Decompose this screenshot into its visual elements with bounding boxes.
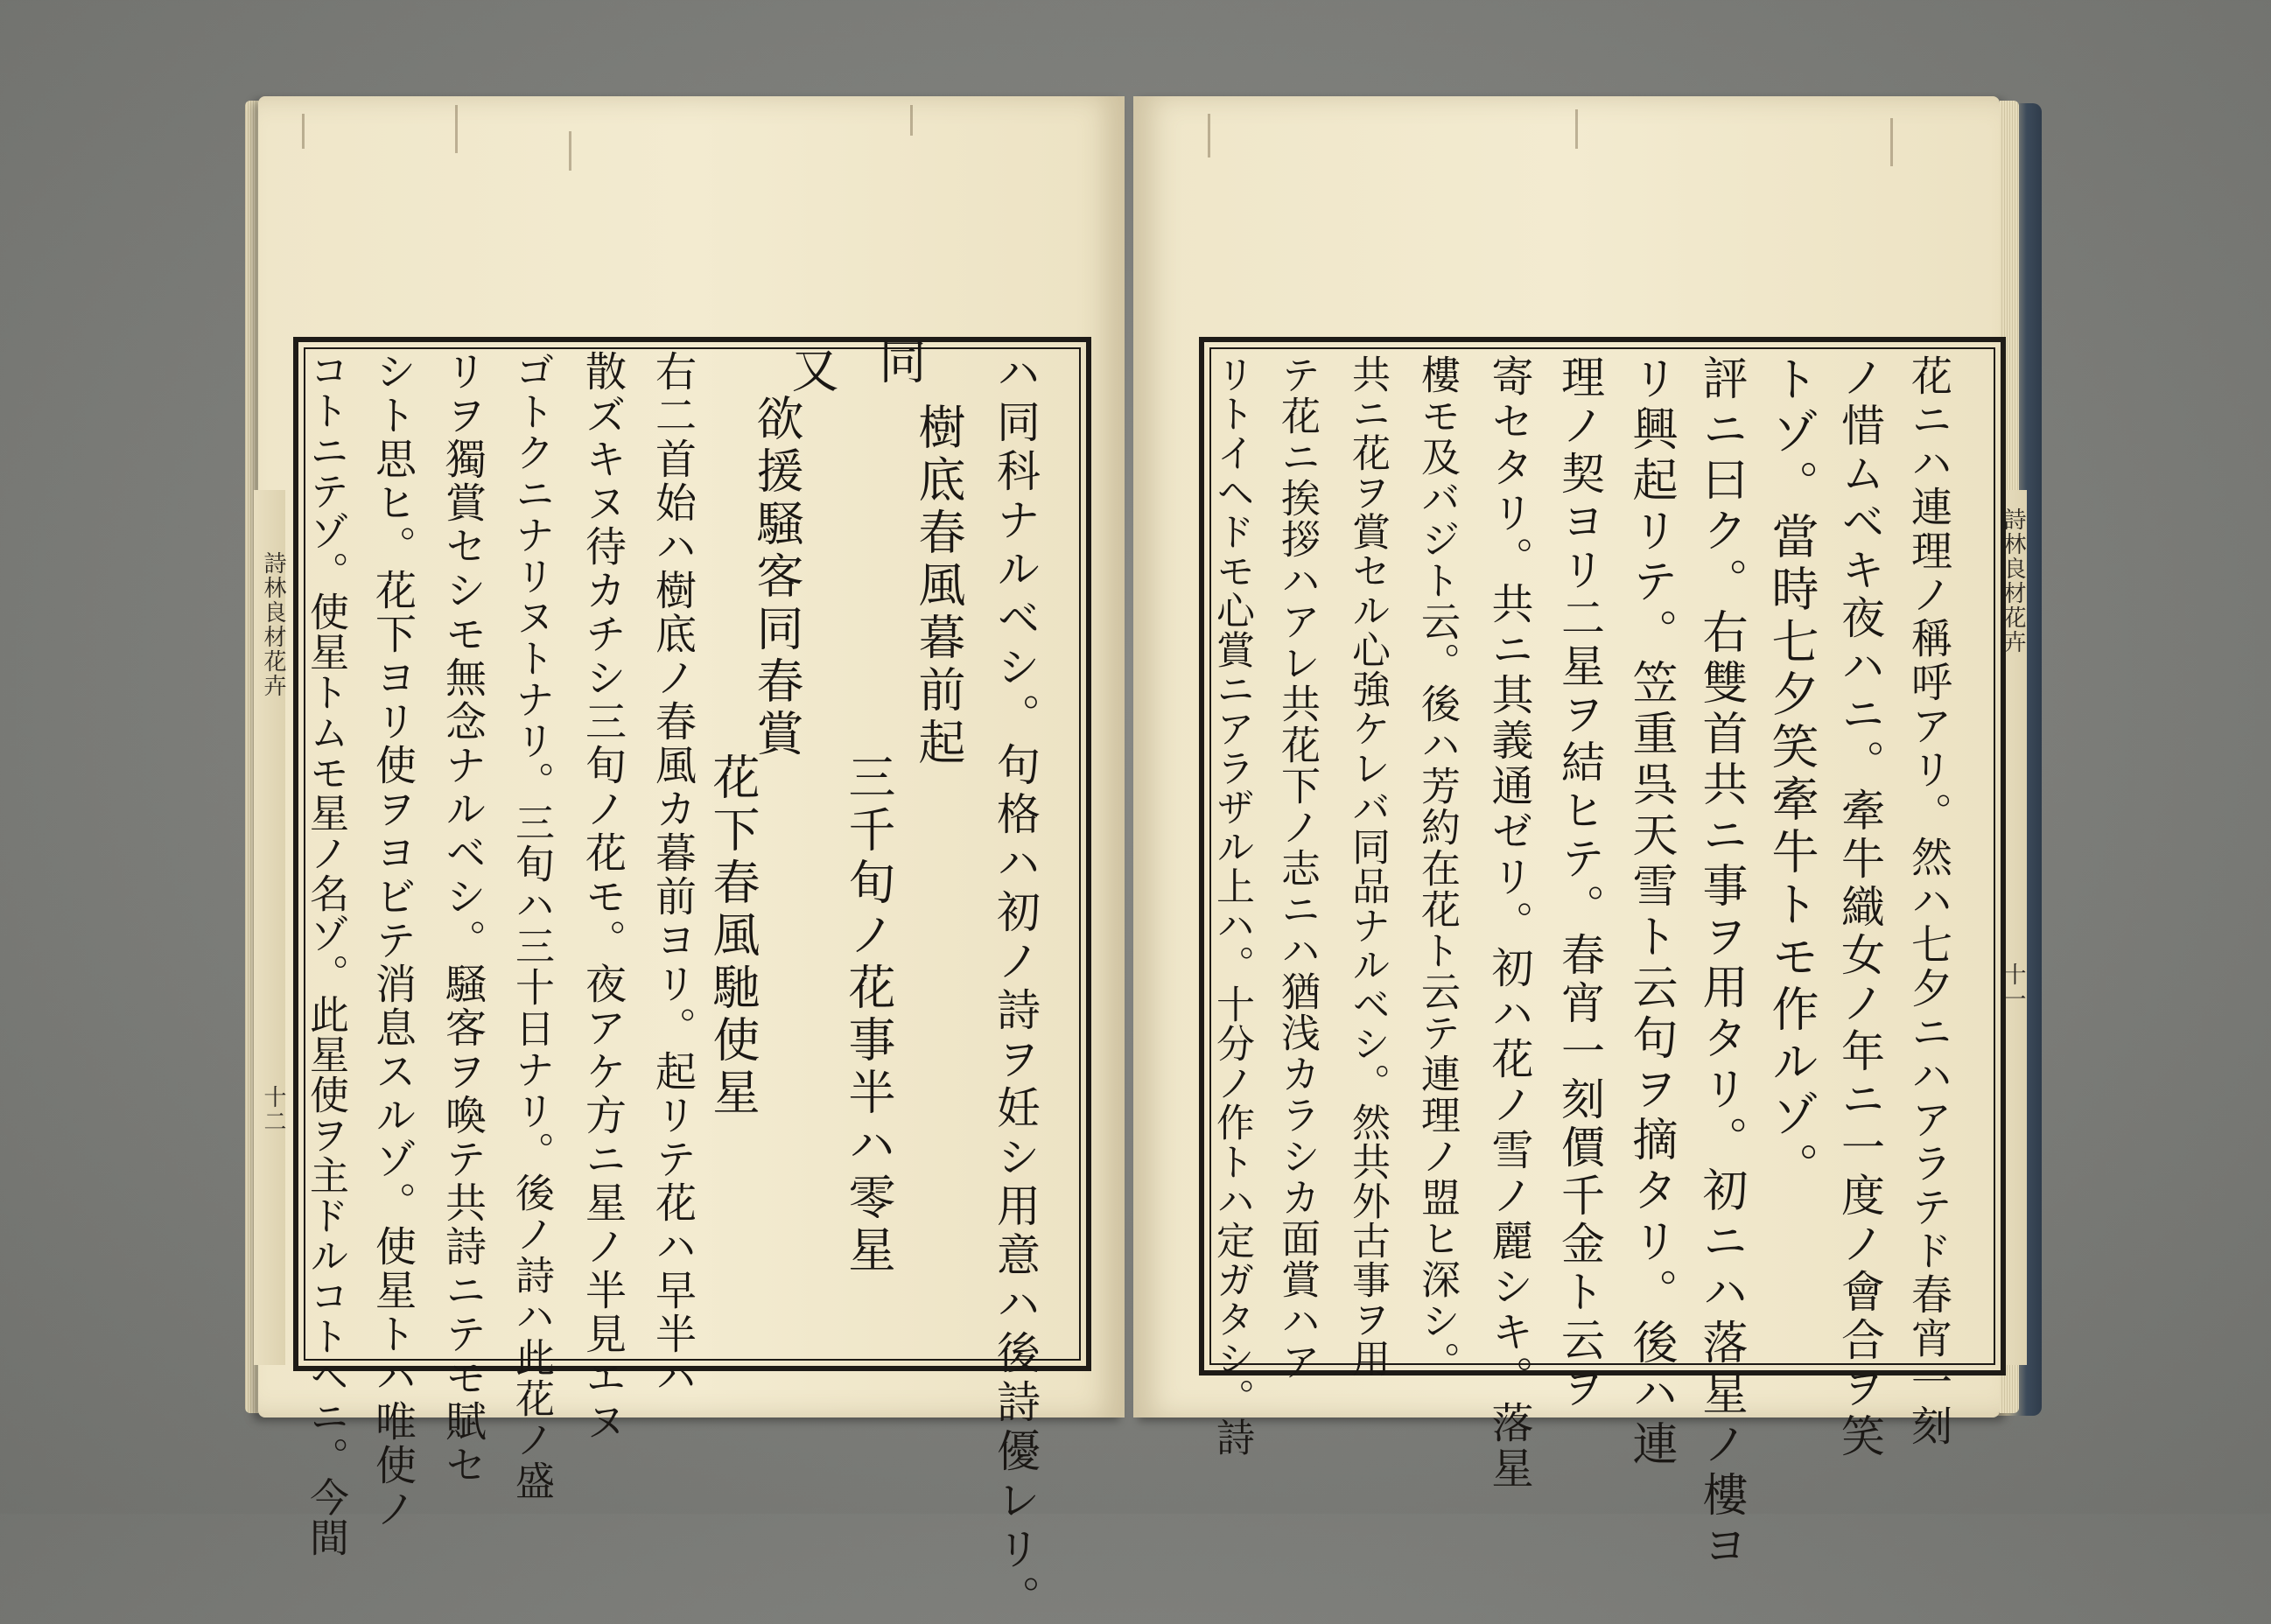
left-spine-page: 十二 xyxy=(260,1085,286,1134)
paper-tear xyxy=(302,114,305,149)
text-column: 寄セタリ。共ニ其義通ゼリ。初ハ花ノ雪ノ麗シキ。落星 xyxy=(1484,354,1533,1492)
text-column: リヲ獨賞セシモ無念ナルベシ。騒客ヲ喚テ共詩ニテモ賦セ xyxy=(438,350,487,1488)
text-column: 欲援騒客同春賞 xyxy=(749,394,804,761)
text-column: ゴトクニナリヌトナリ。三旬ハ三十日ナリ。後ノ詩ハ此花ノ盛 xyxy=(508,350,555,1502)
text-column: コトニテゾ。使星トムモ星ノ名ゾ。此星使ヲ主ドルコトヘニ。今間 xyxy=(303,350,349,1558)
text-column: 共ニ花ヲ賞セル心強ケレバ同品ナルベシ。然共外古事ヲ用 xyxy=(1345,354,1390,1378)
text-column: トゾ。當時七夕笑牽牛トモ作ルゾ。 xyxy=(1764,354,1819,1194)
text-column: テ花ニ挨拶ハアレ共花下ノ志ニハ猶浅カラシカ面賞ハア xyxy=(1274,354,1321,1382)
text-column: 散ズキヌ待カチシ三旬ノ花モ。夜アケ方ニ星ノ半見エヌ xyxy=(578,350,627,1444)
text-column: 三千旬ノ花事半ハ零星 xyxy=(841,752,896,1278)
text-column: 理ノ契ヨリ二星ヲ結ヒテ。春宵一刻價千金ト云ヲ xyxy=(1554,354,1605,1413)
text-column: シト思ヒ。花下ヨリ使ヲヨビテ消息スルゾ。使星トハ唯使ノ xyxy=(368,350,417,1531)
paper-tear xyxy=(1575,109,1578,149)
text-column: ハ同科ナルベシ。句格ハ初ノ詩ヲ妊シ用意ハ後詩優レリ。 xyxy=(990,350,1041,1624)
text-column: 樹底春風暮前起 xyxy=(911,402,966,770)
text-column: 右二首始ハ樹底ノ春風カ暮前ヨリ。起リテ花ハ早半ハ xyxy=(648,350,697,1400)
text-column: 樓モ及バジト云。後ハ芳約在花ト云テ連理ノ盟ヒ深シ。 xyxy=(1414,354,1461,1382)
text-column: リトイヘドモ心賞ニアラザル上ハ。十分ノ作トハ定ガタシ。詩 xyxy=(1209,354,1254,1457)
text-column: 花下春風馳使星 xyxy=(705,752,761,1120)
paper-tear xyxy=(1208,114,1210,158)
right-spine-title: 詩林良材花卉 xyxy=(2000,508,2026,654)
paper-tear xyxy=(455,105,458,153)
paper-tear xyxy=(569,131,571,171)
text-column: 花ニハ連理ノ稱呼アリ。然ハ七夕ニハアラテド春宵一刻 xyxy=(1904,354,1952,1448)
left-spine-title: 詩林良材花卉 xyxy=(260,551,286,698)
paper-tear xyxy=(1890,118,1893,166)
text-column: 評ニ曰ク。右雙首共ニ事ヲ用タリ。初ニハ落星ノ樓ヨ xyxy=(1694,354,1747,1572)
text-column: 同 xyxy=(872,337,927,389)
text-column: 又 xyxy=(784,346,839,398)
right-spine-page: 十一 xyxy=(2000,962,2026,1012)
text-column: ノ惜ムベキ夜ハニ。牽牛織女ノ年ニ一度ノ會合ヲ笑 xyxy=(1834,354,1885,1461)
text-column: リ興起リテ。笠重呉天雪ト云句ヲ摘タリ。後ハ連 xyxy=(1624,354,1677,1471)
paper-tear xyxy=(910,105,913,136)
